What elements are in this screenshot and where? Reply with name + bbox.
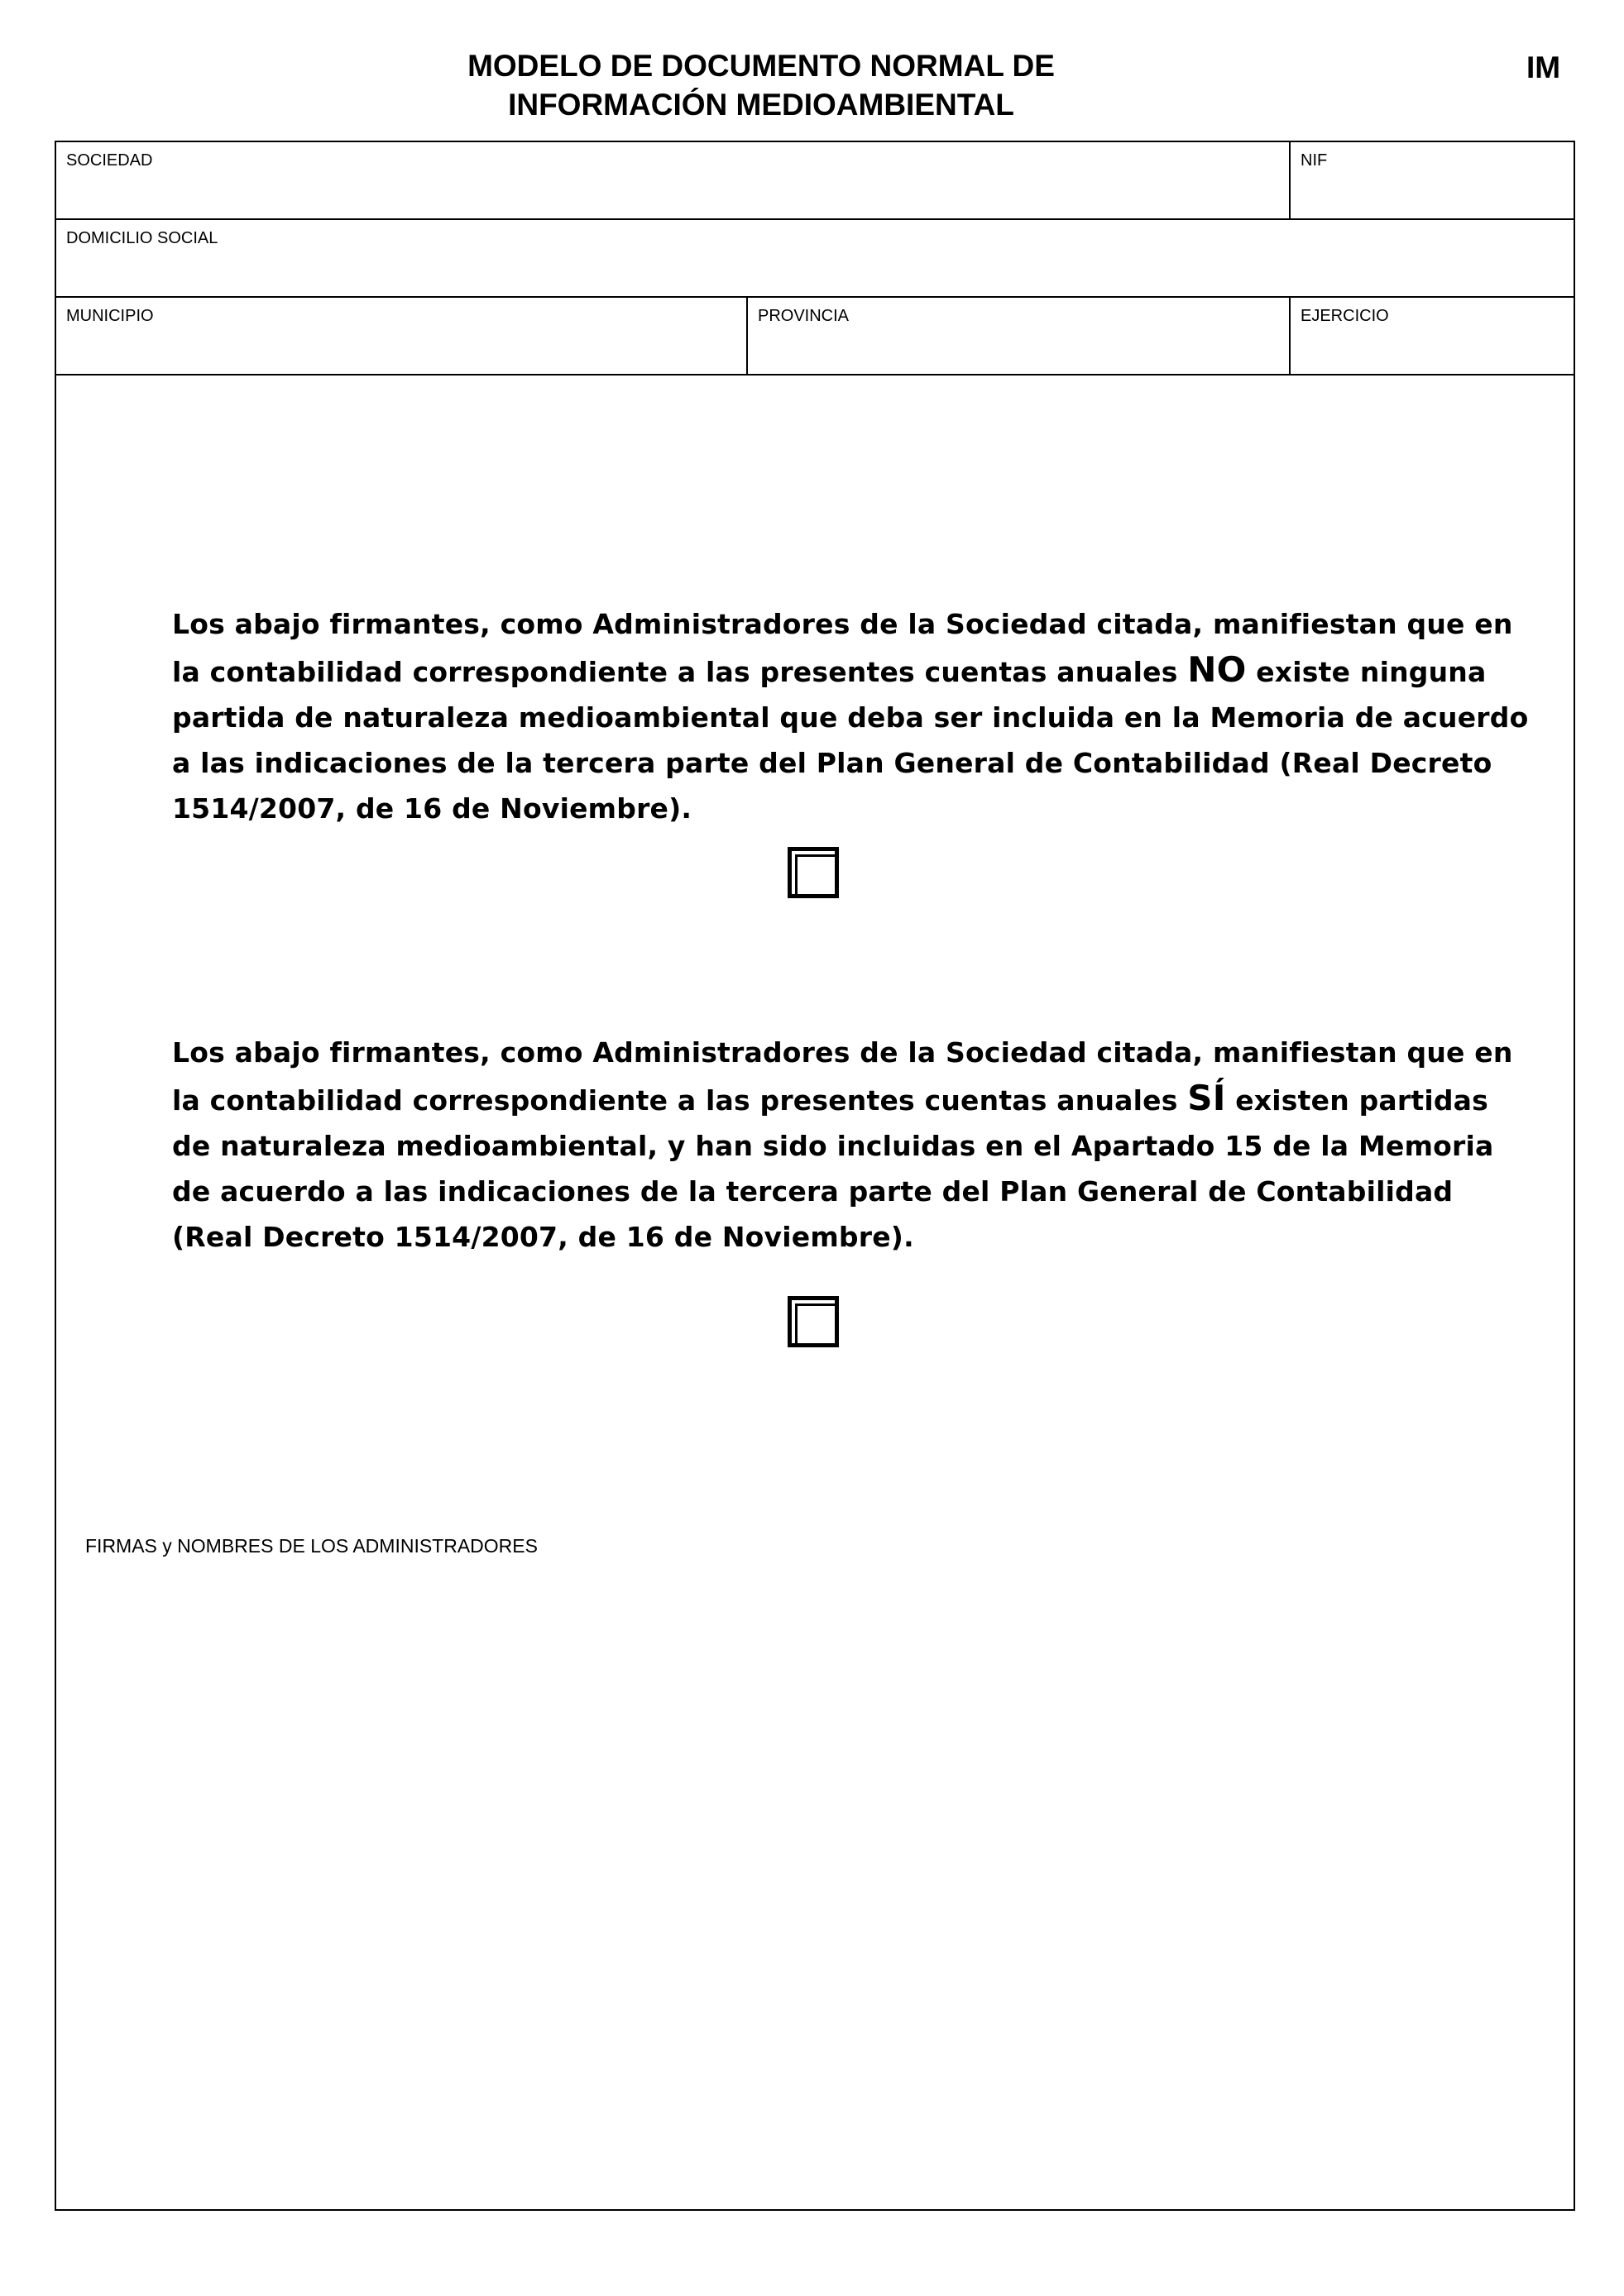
header-row-sociedad [56,142,1574,220]
provincia-label: PROVINCIA [758,307,850,325]
declaration-si-checkbox[interactable] [788,1296,839,1347]
nif-field[interactable] [1289,142,1574,218]
declaration-si-text-before: Los abajo firmantes, como Administradores de la Sociedad citada, manifiestan que en la contabilidad correspondiente a las presentes cuentas anuales [172,1036,1513,1117]
declaration-si-emphasis: SÍ [1187,1078,1226,1118]
document-title [314,46,1208,124]
form-code: IM [1526,50,1561,84]
nif-label: NIF [1301,151,1328,170]
domicilio-social-field[interactable] [56,220,1574,296]
header-row-municipio [56,298,1574,375]
title-line-1: MODELO DE DOCUMENTO NORMAL DE [467,49,1055,83]
declaration-si-text [172,1030,1529,1260]
municipio-label: MUNICIPIO [66,307,154,325]
header-row-domicilio [56,220,1574,298]
declaration-no-text-before: Los abajo firmantes, como Administradores de la Sociedad citada, manifiestan que en la contabilidad correspondiente a las presentes cuentas anuales [172,608,1513,688]
signatures-label: FIRMAS y NOMBRES DE LOS ADMINISTRADORES [85,1535,538,1557]
ejercicio-field[interactable] [1289,298,1574,374]
sociedad-label: SOCIEDAD [66,151,153,170]
declaration-no-text-after: existe ninguna partida de naturaleza medioambiental que deba ser incluida en la Memoria de acuerdo a las indicaciones de la tercera parte del Plan General de Contabilidad (Real Decreto 1514/2007, de 16 de Noviembre). [172,656,1529,825]
domicilio-social-label: DOMICILIO SOCIAL [66,229,218,247]
form-frame [55,141,1575,2211]
municipio-field[interactable] [56,298,746,374]
title-line-2: INFORMACIÓN MEDIOAMBIENTAL [508,88,1014,122]
declaration-no-checkbox[interactable] [788,847,839,898]
provincia-field[interactable] [746,298,1289,374]
ejercicio-label: EJERCICIO [1301,307,1389,325]
declaration-si-text-after: existen partidas de naturaleza medioambiental, y han sido incluidas en el Apartado 15 de la Memoria de acuerdo a las indicaciones de la tercera parte del Plan General de Contabilidad (Real Decreto 1514/2007, de 16 de Noviembre). [172,1084,1494,1253]
declaration-no-text [172,601,1529,831]
sociedad-field[interactable] [56,142,1289,218]
declaration-no-emphasis: NO [1187,649,1247,690]
